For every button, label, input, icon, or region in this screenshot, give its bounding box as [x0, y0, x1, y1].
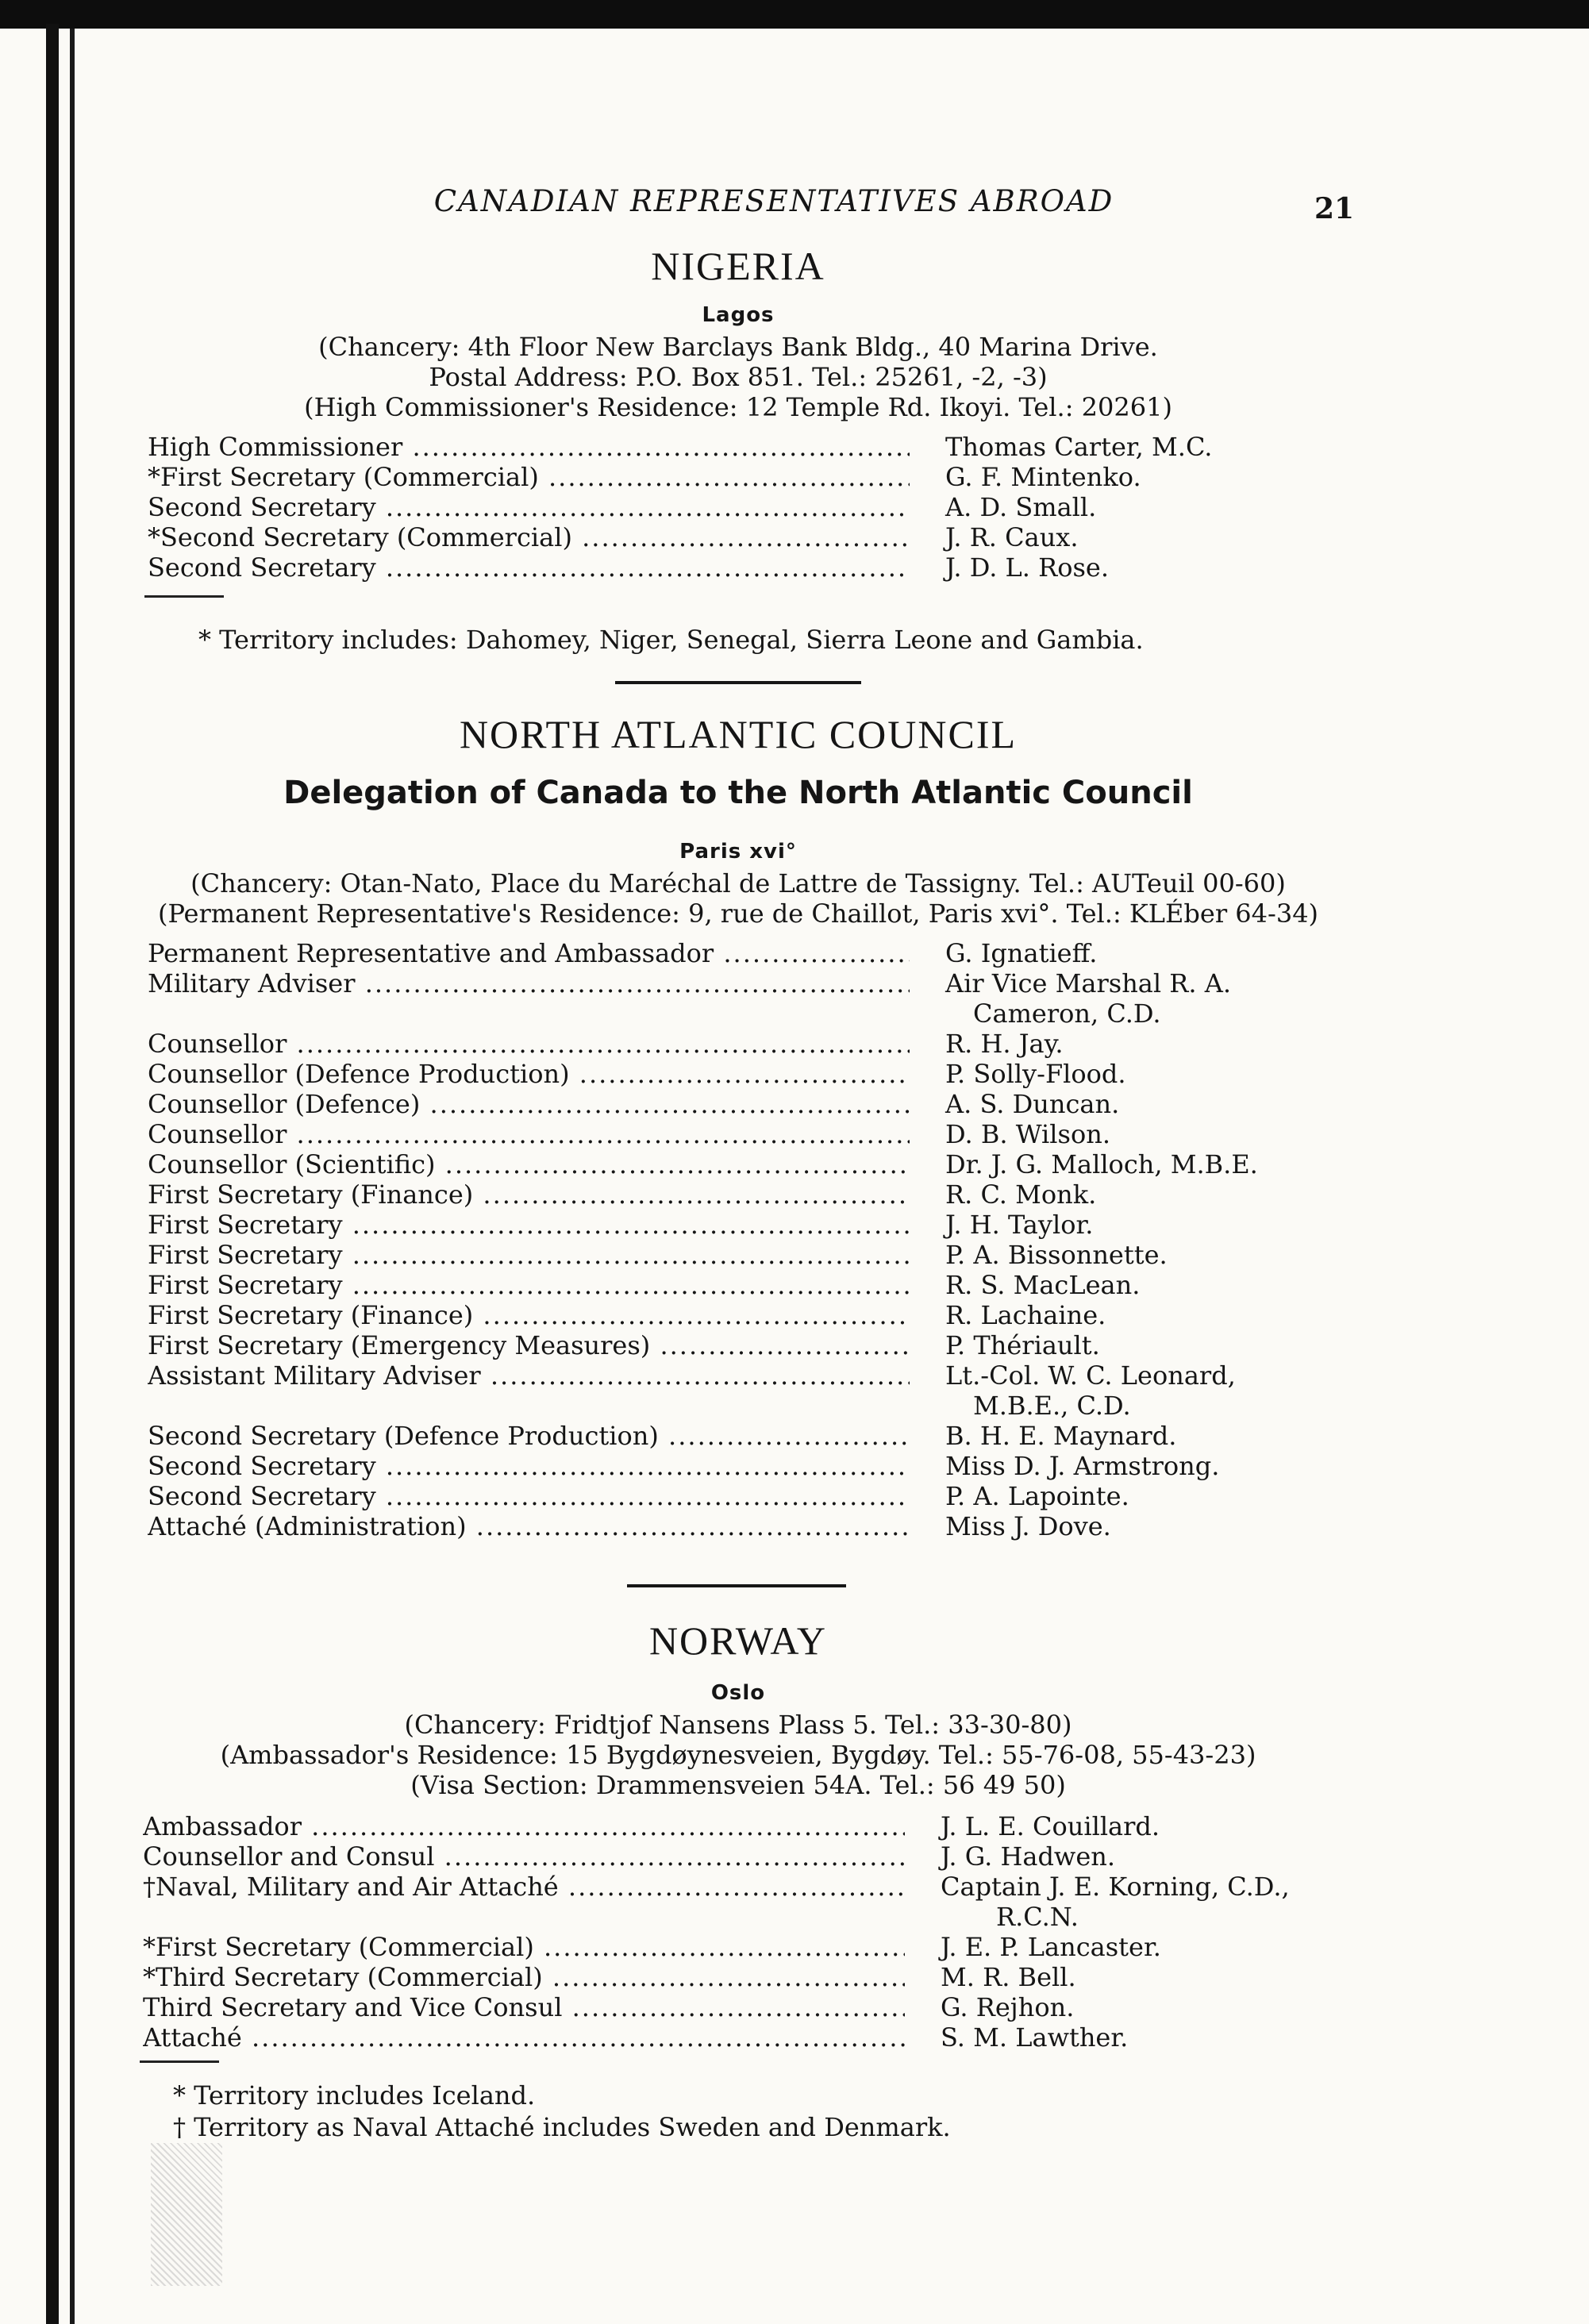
staff-name: S. M. Lawther.: [941, 2022, 1129, 2053]
staff-entry: [148, 1089, 1235, 1119]
footnote-divider: [140, 2060, 219, 2063]
staff-name: P. Thériault.: [945, 1330, 1100, 1360]
staff-title: Permanent Representative and Ambassador .....: [148, 938, 910, 968]
staff-entry: [148, 492, 1235, 522]
staff-title: Attaché .....: [143, 2022, 905, 2053]
address-line: (Chancery: 4th Floor New Barclays Bank Bldg., 40 Marina Drive.: [318, 332, 1158, 362]
staff-title: First Secretary (Finance) .....: [148, 1179, 910, 1210]
staff-entry: [148, 462, 1235, 492]
staff-name: M.B.E., C.D.: [973, 1391, 1131, 1421]
address-line: (Permanent Representative's Residence: 9, rue de Chaillot, Paris xvi°. Tel.: KLÉber 64-34): [157, 898, 1319, 929]
staff-title: Counsellor .....: [148, 1119, 910, 1149]
staff-name: R. C. Monk.: [945, 1179, 1097, 1210]
staff-name: Miss J. Dove.: [945, 1511, 1111, 1541]
staff-name: P. A. Lapointe.: [945, 1481, 1129, 1511]
address-line: (Visa Section: Drammensveien 54A. Tel.: 56 49 50): [410, 1770, 1066, 1800]
staff-title: Assistant Military Adviser .....: [148, 1360, 910, 1391]
footnotes-norway: [173, 2080, 951, 2143]
staff-title: *First Secretary (Commercial) .....: [148, 462, 910, 492]
address-line: Postal Address: P.O. Box 851. Tel.: 25261, -2, -3): [429, 362, 1048, 392]
staff-entry: [148, 1149, 1258, 1179]
staff-title: Second Secretary (Defence Production) .....: [148, 1421, 910, 1451]
footnote-divider: [144, 595, 224, 598]
staff-title: Counsellor and Consul .....: [143, 1841, 905, 1872]
staff-entry: [143, 1872, 1290, 1902]
staff-entry: [148, 522, 1235, 552]
staff-name: Cameron, C.D.: [973, 998, 1161, 1029]
staff-title: First Secretary .....: [148, 1270, 910, 1300]
staff-entry: [143, 1932, 1230, 1962]
staff-entry: [148, 1179, 1235, 1210]
staff-name: R.C.N.: [996, 1902, 1079, 1932]
staff-list-norway: [143, 1811, 1290, 2053]
footnote-line: † Territory as Naval Attaché includes Sweden and Denmark.: [173, 2112, 951, 2142]
staff-entry: [148, 1210, 1235, 1240]
section-separator: [615, 681, 861, 684]
staff-entry: [148, 1481, 1235, 1511]
staff-name: Air Vice Marshal R. A.: [945, 968, 1231, 998]
address-line: (Ambassador's Residence: 15 Bygdøynesveien, Bygdøy. Tel.: 55-76-08, 55-43-23): [220, 1740, 1256, 1770]
staff-entry: [148, 1270, 1235, 1300]
country-heading-nato: NORTH ATLANTIC COUNCIL: [459, 712, 1018, 756]
staff-name: G. Rejhon.: [941, 1992, 1075, 2022]
address-line: (High Commissioner's Residence: 12 Temple Rd. Ikoyi. Tel.: 20261): [304, 392, 1172, 422]
staff-entry: [148, 1511, 1235, 1541]
staff-name: J. D. L. Rose.: [945, 552, 1110, 583]
staff-title: First Secretary (Finance) .....: [148, 1300, 910, 1330]
staff-entry: [148, 1451, 1235, 1481]
staff-title: Counsellor .....: [148, 1029, 910, 1059]
staff-name: Captain J. E. Korning, C.D.,: [941, 1872, 1290, 1902]
staff-title: Counsellor (Defence Production) .....: [148, 1059, 910, 1089]
staff-name: Lt.-Col. W. C. Leonard,: [945, 1360, 1236, 1391]
staff-title: *First Secretary (Commercial) .....: [143, 1932, 905, 1962]
staff-list-nato: [148, 938, 1258, 1541]
staff-title: First Secretary .....: [148, 1240, 910, 1270]
staff-name: J. R. Caux.: [945, 522, 1079, 552]
staff-list-nigeria: [148, 432, 1235, 583]
footnote-line: * Territory includes Iceland.: [173, 2080, 536, 2110]
staff-name: G. F. Mintenko.: [945, 462, 1141, 492]
address-block-nigeria: [79, 332, 1397, 422]
staff-title: Counsellor (Scientific) .....: [148, 1149, 910, 1179]
staff-entry: [143, 1992, 1230, 2022]
footnote-nigeria: * Territory includes: Dahomey, Niger, Senegal, Sierra Leone and Gambia.: [198, 625, 1144, 655]
staff-title: First Secretary .....: [148, 1210, 910, 1240]
staff-name: R. Lachaine.: [945, 1300, 1106, 1330]
staff-entry: [143, 1811, 1230, 1841]
staff-entry: [148, 432, 1235, 462]
staff-entry: [148, 1360, 1235, 1391]
country-heading-nigeria: NIGERIA: [651, 244, 825, 288]
staff-name: R. H. Jay.: [945, 1029, 1064, 1059]
staff-entry: [148, 1059, 1235, 1089]
address-line: (Chancery: Fridtjof Nansens Plass 5. Tel.: 33-30-80): [404, 1710, 1072, 1740]
staff-title: †Naval, Military and Air Attaché .....: [143, 1872, 905, 1902]
staff-entry: [148, 1119, 1235, 1149]
staff-entry: [143, 1841, 1230, 1872]
staff-title: First Secretary (Emergency Measures) .....: [148, 1330, 910, 1360]
staff-name: J. E. P. Lancaster.: [941, 1932, 1161, 1962]
section-separator: [627, 1584, 846, 1587]
staff-name: R. S. MacLean.: [945, 1270, 1141, 1300]
scan-noise: [151, 2143, 222, 2286]
staff-entry-continuation: [148, 998, 1235, 1029]
staff-title: *Second Secretary (Commercial) .....: [148, 522, 910, 552]
staff-entry: [143, 1962, 1230, 1992]
address-line: (Chancery: Otan-Nato, Place du Maréchal de Lattre de Tassigny. Tel.: AUTeuil 00-60): [190, 868, 1286, 898]
staff-title: Third Secretary and Vice Consul .....: [143, 1992, 905, 2022]
staff-entry: [148, 1421, 1235, 1451]
staff-name: Miss D. J. Armstrong.: [945, 1451, 1220, 1481]
city-oslo: Oslo: [710, 1681, 766, 1705]
staff-name: D. B. Wilson.: [945, 1119, 1110, 1149]
staff-name: G. Ignatieff.: [945, 938, 1098, 968]
staff-name: J. H. Taylor.: [945, 1210, 1094, 1240]
staff-title: *Third Secretary (Commercial) .....: [143, 1962, 905, 1992]
staff-name: P. Solly-Flood.: [945, 1059, 1126, 1089]
staff-entry: [148, 552, 1235, 583]
running-title: CANADIAN REPRESENTATIVES ABROAD: [433, 184, 1114, 218]
staff-entry-continuation: [148, 1391, 1235, 1421]
delegation-heading: Delegation of Canada to the North Atlantic Council: [283, 775, 1193, 811]
staff-title: Military Adviser .....: [148, 968, 910, 998]
staff-entry: [148, 938, 1235, 968]
staff-name: B. H. E. Maynard.: [945, 1421, 1177, 1451]
staff-name: J. L. E. Couillard.: [941, 1811, 1160, 1841]
staff-entry: [148, 1240, 1235, 1270]
staff-title: Second Secretary .....: [148, 1481, 910, 1511]
staff-title: Second Secretary .....: [148, 492, 910, 522]
address-block-nato: [79, 868, 1397, 929]
city-lagos: Lagos: [702, 303, 775, 327]
staff-title: Second Secretary .....: [148, 1451, 910, 1481]
city-paris: Paris xvi°: [679, 840, 797, 864]
staff-name: J. G. Hadwen.: [941, 1841, 1116, 1872]
staff-title: Ambassador .....: [143, 1811, 905, 1841]
staff-name: Thomas Carter, M.C.: [945, 432, 1213, 462]
staff-name: Dr. J. G. Malloch, M.B.E.: [945, 1149, 1258, 1179]
staff-title: Second Secretary .....: [148, 552, 910, 583]
staff-entry: [143, 2022, 1230, 2053]
staff-name: A. D. Small.: [945, 492, 1097, 522]
staff-entry: [148, 968, 1235, 998]
staff-entry: [148, 1029, 1235, 1059]
country-heading-norway: NORWAY: [648, 1618, 828, 1663]
staff-name: M. R. Bell.: [941, 1962, 1076, 1992]
address-block-norway: [79, 1710, 1397, 1800]
staff-title: Attaché (Administration) .....: [148, 1511, 910, 1541]
staff-entry: [148, 1300, 1235, 1330]
staff-name: A. S. Duncan.: [945, 1089, 1120, 1119]
page-number: 21: [1314, 192, 1355, 225]
staff-entry-continuation: [143, 1902, 1230, 1932]
staff-title: High Commissioner .....: [148, 432, 910, 462]
staff-name: P. A. Bissonnette.: [945, 1240, 1168, 1270]
staff-entry: [148, 1330, 1235, 1360]
staff-title: Counsellor (Defence) .....: [148, 1089, 910, 1119]
